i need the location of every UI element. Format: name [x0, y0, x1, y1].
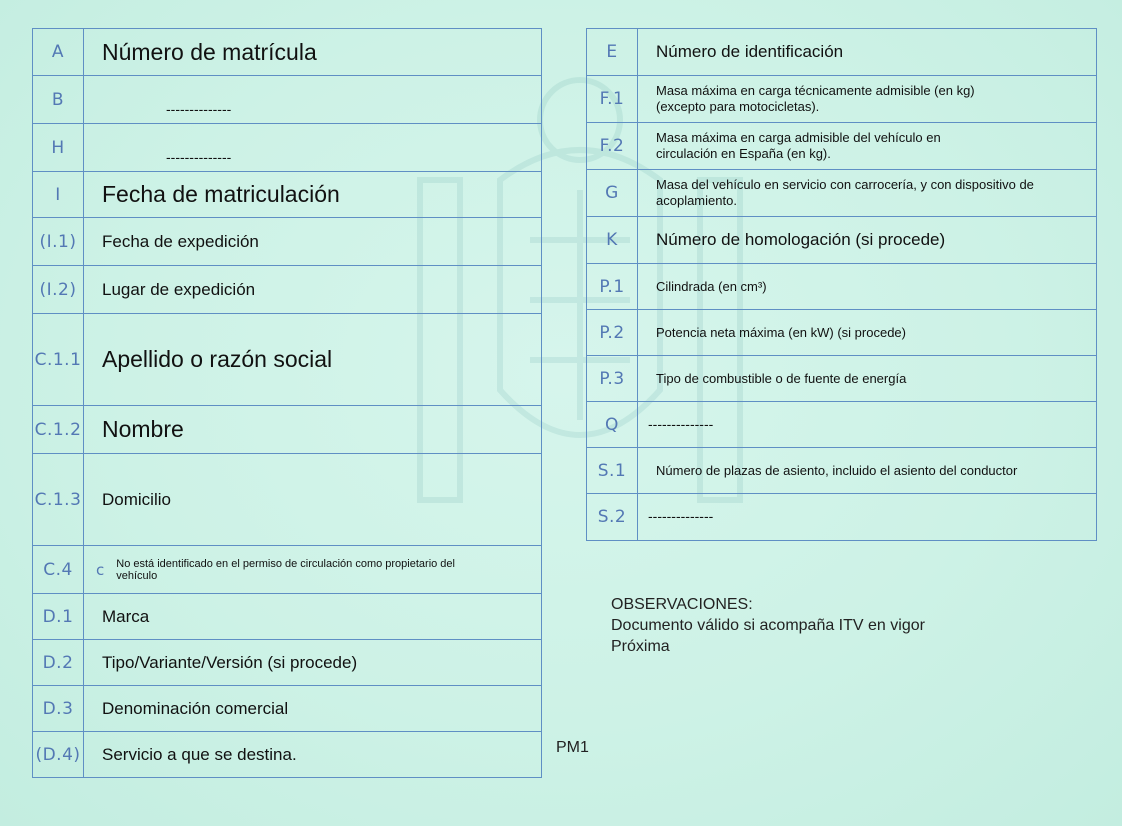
table-row	[33, 686, 542, 732]
table-row	[33, 124, 542, 172]
table-row	[33, 406, 542, 454]
field-label: Lugar de expedición	[84, 266, 542, 314]
field-code: P.2	[587, 310, 638, 356]
field-placeholder: --------------	[648, 508, 714, 524]
field-code: S.1	[587, 448, 638, 494]
field-label: Tipo/Variante/Versión (si procede)	[84, 640, 542, 686]
field-placeholder: --------------	[648, 415, 714, 432]
table-row	[33, 172, 542, 218]
c-marker: c	[96, 560, 105, 579]
field-label: Marca	[84, 594, 542, 640]
field-code: D.1	[33, 594, 84, 640]
owner-note	[96, 557, 541, 582]
field-label: No está identificado en el permiso de circulación como propietario del vehículo	[116, 557, 455, 582]
field-label: Número de plazas de asiento, incluido el asiento del conductor	[638, 448, 1097, 494]
field-code: F.1	[587, 76, 638, 123]
table-row	[587, 448, 1097, 494]
table-row	[587, 123, 1097, 170]
field-code: (I.1)	[33, 218, 84, 266]
table-row	[33, 454, 542, 546]
field-code: I	[33, 172, 84, 218]
table-row	[33, 266, 542, 314]
table-row	[33, 218, 542, 266]
field-code: E	[587, 29, 638, 76]
table-row	[587, 264, 1097, 310]
field-label: Masa máxima en carga admisible del vehículo en circulación en España (en kg).	[638, 123, 1097, 170]
table-row	[33, 29, 542, 76]
field-code: C.1.1	[33, 314, 84, 406]
table-row	[33, 640, 542, 686]
field-code: (I.2)	[33, 266, 84, 314]
field-label: Potencia neta máxima (en kW) (si procede)	[638, 310, 1097, 356]
table-row	[587, 170, 1097, 217]
field-code: D.3	[33, 686, 84, 732]
field-code: A	[33, 29, 84, 76]
field-label: Cilindrada (en cm³)	[638, 264, 1097, 310]
field-code: S.2	[587, 494, 638, 541]
table-row	[587, 494, 1097, 541]
table-row	[587, 217, 1097, 264]
left-field-table	[32, 28, 542, 778]
field-code: C.1.2	[33, 406, 84, 454]
observaciones-line: Documento válido si acompaña ITV en vigor	[611, 617, 925, 634]
table-row	[587, 310, 1097, 356]
field-label: Tipo de combustible o de fuente de energía	[638, 356, 1097, 402]
field-label: Número de homologación (si procede)	[638, 217, 1097, 264]
table-row	[587, 76, 1097, 123]
field-code: Q	[587, 402, 638, 448]
field-code: G	[587, 170, 638, 217]
field-code: D.2	[33, 640, 84, 686]
observaciones-line: Próxima	[611, 638, 670, 655]
field-placeholder: --------------	[166, 100, 232, 117]
table-row	[33, 76, 542, 124]
field-label: Domicilio	[84, 454, 542, 546]
field-label: Masa del vehículo en servicio con carrocería, y con dispositivo de acoplamiento.	[638, 170, 1097, 217]
field-code: P.3	[587, 356, 638, 402]
table-row	[33, 546, 542, 594]
field-label: Fecha de matriculación	[84, 172, 542, 218]
field-code: B	[33, 76, 84, 124]
table-row	[587, 356, 1097, 402]
table-row	[33, 594, 542, 640]
field-code: C.4	[33, 546, 84, 594]
field-code: H	[33, 124, 84, 172]
field-code: C.1.3	[33, 454, 84, 546]
field-code: F.2	[587, 123, 638, 170]
field-label: Fecha de expedición	[84, 218, 542, 266]
field-label: Denominación comercial	[84, 686, 542, 732]
field-code: (D.4)	[33, 732, 84, 778]
table-row	[587, 402, 1097, 448]
field-placeholder: --------------	[166, 148, 232, 165]
field-label: Número de matrícula	[84, 29, 542, 76]
table-row	[33, 732, 542, 778]
field-code: K	[587, 217, 638, 264]
field-label: Apellido o razón social	[84, 314, 542, 406]
field-label: Servicio a que se destina.	[84, 732, 542, 778]
field-label: Nombre	[84, 406, 542, 454]
table-row	[33, 314, 542, 406]
form-code: PM1	[556, 739, 589, 756]
field-label: Número de identificación	[638, 29, 1097, 76]
observaciones-block	[611, 594, 925, 657]
field-code: P.1	[587, 264, 638, 310]
field-label: Masa máxima en carga técnicamente admisible (en kg) (excepto para motocicletas).	[638, 76, 1097, 123]
observaciones-title: OBSERVACIONES:	[611, 596, 753, 613]
table-row	[587, 29, 1097, 76]
right-field-table	[586, 28, 1097, 541]
